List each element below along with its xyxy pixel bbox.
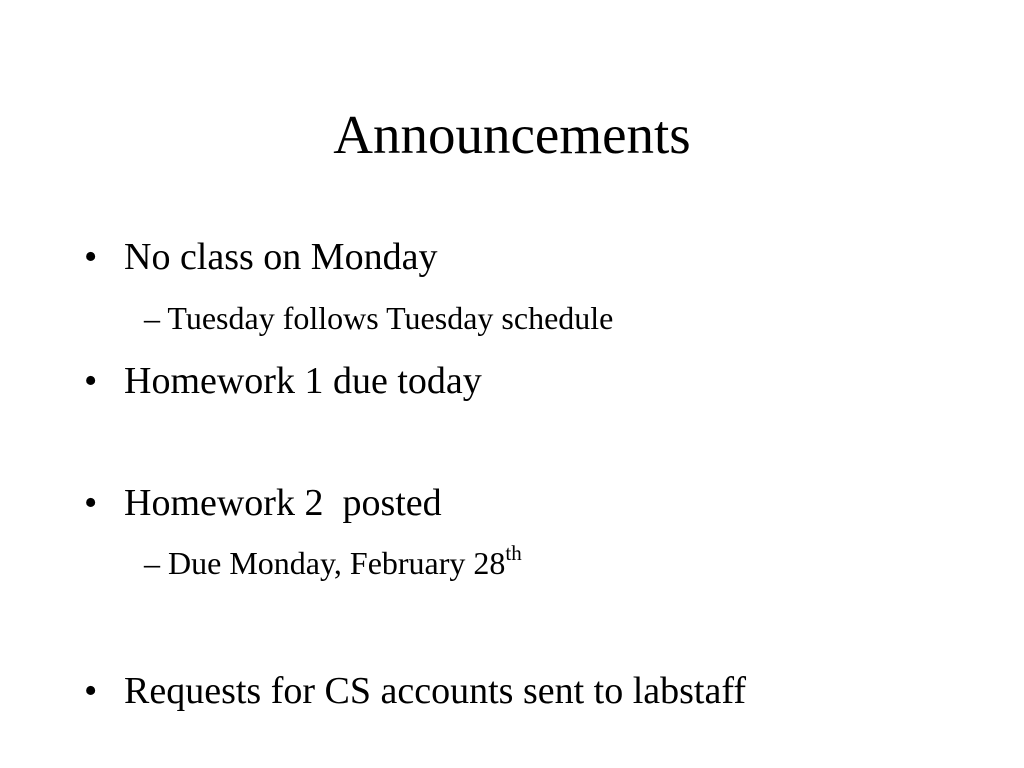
- sub-bullet-dash: –: [144, 300, 160, 336]
- bullet-item: [84, 479, 442, 527]
- bullet-glyph: •: [84, 482, 98, 524]
- bullet-item: [84, 233, 437, 281]
- bullet-item: [84, 667, 746, 715]
- sub-bullet-dash: –: [144, 545, 160, 581]
- sub-bullet-text: Tuesday follows Tuesday schedule: [167, 300, 614, 336]
- sub-bullet-item: [144, 298, 613, 338]
- ordinal-superscript: th: [505, 541, 522, 565]
- bullet-glyph: •: [84, 236, 98, 278]
- slide-title: Announcements: [333, 104, 691, 165]
- bullet-glyph: •: [84, 360, 98, 402]
- bullet-text: Homework 2 posted: [124, 482, 442, 524]
- bullet-item: [84, 357, 482, 405]
- sub-bullet-text: Due Monday, February 28: [168, 545, 506, 581]
- bullet-text: Homework 1 due today: [124, 360, 482, 402]
- bullet-text: No class on Monday: [124, 236, 438, 278]
- bullet-glyph: •: [84, 670, 98, 712]
- sub-bullet-item: [144, 543, 522, 583]
- bullet-text: Requests for CS accounts sent to labstaff: [124, 670, 746, 712]
